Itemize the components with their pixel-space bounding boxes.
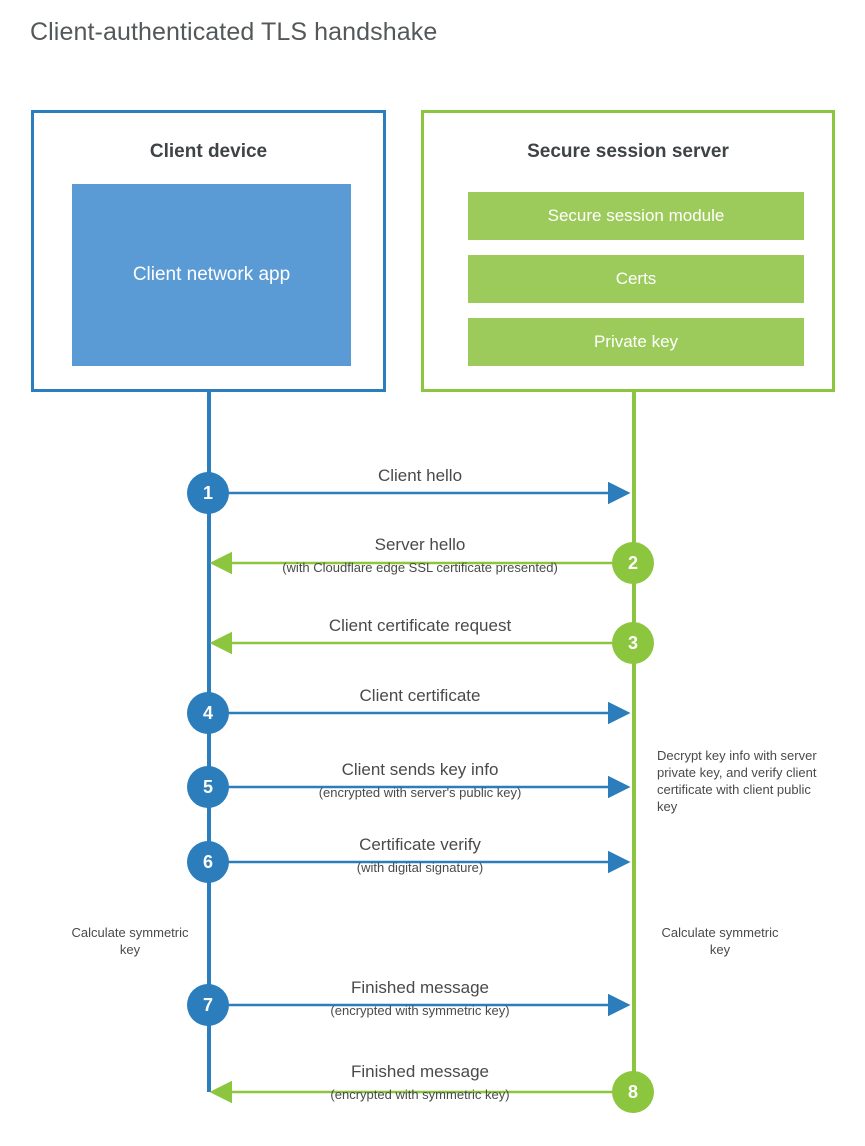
step-circle-7: 7 [187,984,229,1026]
step-circle-4: 4 [187,692,229,734]
secure-session-server-title: Secure session server [527,141,729,162]
message-label-1 [230,466,610,486]
note-server-calculate-symmetric-key: Calculate symmetric key [661,925,779,957]
step-circle-8: 8 [612,1071,654,1113]
message-title-7: Finished message [351,978,489,997]
message-label-3 [230,616,610,636]
message-sub-6: (with digital signature) [356,860,484,876]
message-title-3: Client certificate request [328,616,512,635]
message-title-4: Client certificate [359,686,481,705]
message-sub-8: (encrypted with symmetric key) [330,1087,510,1103]
step-circle-3: 3 [612,622,654,664]
message-sub-2: (with Cloudflare edge SSL certificate presented) [282,560,558,576]
page-title: Client-authenticated TLS handshake [30,18,438,46]
step-circle-2: 2 [612,542,654,584]
message-label-2 [230,535,610,577]
server-private-key-bar: Private key [468,318,804,366]
message-title-8: Finished message [351,1062,489,1081]
note-server-decrypt: Decrypt key info with server private key, and verify client certificate with client public key [657,748,817,814]
step-circle-1: 1 [187,472,229,514]
message-label-8 [230,1062,610,1104]
server-module-bar: Secure session module [468,192,804,240]
message-label-6 [230,835,610,877]
client-device-box [31,110,386,392]
message-title-2: Server hello [374,535,466,554]
message-label-5 [230,760,610,802]
note-client-calculate-symmetric-key: Calculate symmetric key [71,925,189,957]
message-sub-5: (encrypted with server's public key) [318,785,522,801]
message-title-1: Client hello [377,466,463,485]
message-label-4 [230,686,610,706]
client-device-title: Client device [149,141,268,162]
server-lifeline [632,392,636,1092]
secure-session-server-box [421,110,835,392]
step-circle-6: 6 [187,841,229,883]
message-sub-7: (encrypted with symmetric key) [330,1003,510,1019]
client-network-app: Client network app [72,184,351,366]
message-title-6: Certificate verify [359,835,481,854]
message-title-5: Client sends key info [341,760,499,779]
step-circle-5: 5 [187,766,229,808]
message-label-7 [230,978,610,1020]
server-certs-bar: Certs [468,255,804,303]
